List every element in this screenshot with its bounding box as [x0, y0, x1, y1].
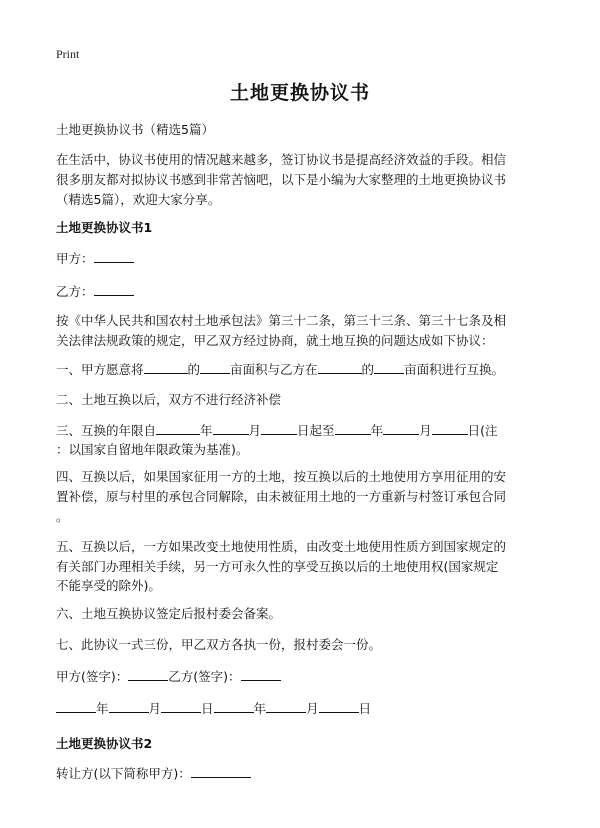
- party-a-label: 甲方：: [56, 251, 94, 266]
- preamble-line-2: 关法律法规政策的规定，甲乙双方经过协商，就土地互换的问题达成如下协议：: [56, 333, 494, 348]
- clause-3-blank-f: [432, 421, 468, 435]
- clause-1: [56, 360, 556, 379]
- preamble-line-1: 按《中华人民共和国农村土地承包法》第三十二条，第三十三条、第三十七条及相: [56, 313, 507, 328]
- signature-date-row: [56, 699, 556, 718]
- clause-5-line-3: 不能享受的除外)。: [56, 578, 161, 593]
- section-2-heading: 土地更换协议书2: [56, 736, 153, 751]
- clause-1-blank-c: [318, 360, 362, 374]
- clause-3-text-a: 三、互换的年限自: [56, 423, 157, 438]
- clause-3-line-1: [56, 421, 556, 440]
- clause-1-text-a: 一、甲方愿意将: [56, 362, 144, 377]
- clause-3-year-b: 年: [370, 423, 384, 438]
- clause-3-blank-c: [261, 421, 297, 435]
- sign-a-label: 甲方(签字)：: [56, 669, 129, 684]
- date-day-b: 日: [358, 701, 372, 716]
- clause-1-blank-b: [200, 360, 230, 374]
- clause-1-blank-a: [144, 360, 188, 374]
- clause-3-blank-e: [383, 421, 419, 435]
- intro-line-2: 很多朋友都对拟协议书感到非常苦恼吧，以下是小编为大家整理的土地更换协议书: [56, 172, 507, 187]
- clause-3-year-a: 年: [200, 423, 213, 438]
- date-blank-a: [56, 699, 96, 713]
- date-blank-d: [214, 699, 254, 713]
- clause-1-text-b: 的: [187, 362, 201, 377]
- clause-5-line-1: 五、互换以后，一方如果改变土地使用性质，由改变土地使用性质方到国家规定的: [56, 539, 507, 554]
- date-month-a: 月: [148, 701, 162, 716]
- clause-1-text-d: 的: [361, 362, 375, 377]
- clause-3-blank-d: [335, 421, 371, 435]
- clause-2: 二、土地互换以后，双方不进行经济补偿: [56, 392, 282, 407]
- date-blank-e: [266, 699, 306, 713]
- transferor-row: [56, 764, 556, 783]
- print-label: Print: [56, 47, 80, 61]
- party-b-blank: [94, 282, 134, 296]
- clause-3-day-to: 日起至: [297, 423, 335, 438]
- date-blank-b: [109, 699, 149, 713]
- sign-b-label: 乙方(签字)：: [168, 669, 241, 684]
- party-b-row: [56, 282, 556, 301]
- clause-1-blank-d: [374, 360, 404, 374]
- sign-a-blank: [128, 667, 168, 681]
- date-blank-f: [319, 699, 359, 713]
- clause-1-text-e: 亩面积进行互换。: [404, 362, 505, 377]
- page-title: 土地更换协议书: [229, 82, 370, 104]
- date-year-a: 年: [96, 701, 109, 716]
- transferor-blank: [191, 764, 251, 778]
- clause-3-month-a: 月: [248, 423, 262, 438]
- date-blank-c: [161, 699, 201, 713]
- clause-7: 七、此协议一式三份，甲乙双方各执一份，报村委会一份。: [56, 637, 382, 652]
- intro-line-3: （精选5篇），欢迎大家分享。: [56, 192, 221, 207]
- clause-3-month-b: 月: [419, 423, 432, 438]
- section-1-heading: 土地更换协议书1: [56, 220, 153, 235]
- party-b-label: 乙方：: [56, 284, 94, 299]
- clause-4-line-3: 。: [56, 509, 69, 524]
- party-a-blank: [94, 249, 134, 263]
- clause-4-line-2: 置补偿，原与村里的承包合同解除，由未被征用土地的一方重新与村签订承包合同: [56, 489, 507, 504]
- signature-row: [56, 667, 556, 686]
- clause-3-blank-b: [213, 421, 249, 435]
- transferor-label: 转让方(以下简称甲方)：: [56, 766, 191, 781]
- date-year-b: 年: [253, 701, 267, 716]
- clause-3-line-2: ：以国家自留地年限政策为基准)。: [56, 442, 249, 457]
- date-day-a: 日: [201, 701, 214, 716]
- party-a-row: [56, 249, 556, 268]
- clause-5-line-2: 有关部门办理相关手续，另一方可永久性的享受互换以后的土地使用权(国家规定: [56, 559, 499, 574]
- clause-1-text-c: 亩面积与乙方在: [230, 362, 318, 377]
- document-subtitle: 土地更换协议书（精选5篇）: [56, 122, 214, 137]
- clause-6: 六、土地互换协议签定后报村委会备案。: [56, 606, 282, 621]
- intro-line-1: 在生活中，协议书使用的情况越来越多，签订协议书是提高经济效益的手段。相信: [56, 152, 507, 167]
- date-month-b: 月: [306, 701, 319, 716]
- sign-b-blank: [241, 667, 281, 681]
- clause-3-blank-a: [156, 421, 200, 435]
- clause-3-day-end: 日(注: [467, 423, 498, 438]
- clause-4-line-1: 四、互换以后，如果国家征用一方的土地，按互换以后的土地使用方享用征用的安: [56, 469, 507, 484]
